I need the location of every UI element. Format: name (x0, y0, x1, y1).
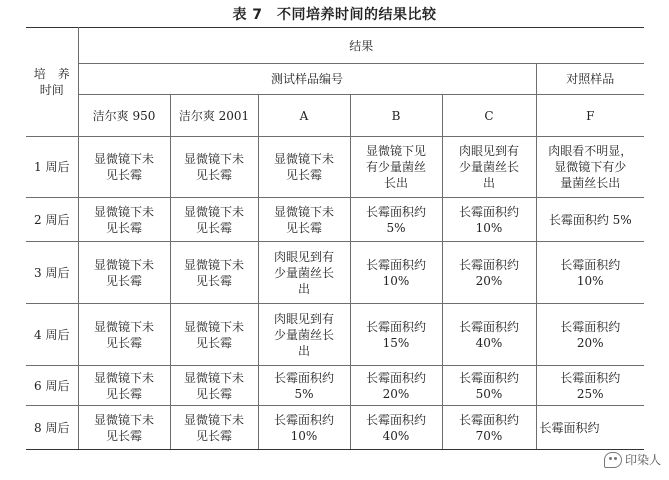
table-cell: 长霉面积约 25% (536, 366, 644, 406)
time-cell: 8 周后 (26, 406, 78, 450)
time-header: 培 养 时间 (26, 28, 78, 137)
table-cell: 显微镜下未 见长霉 (258, 198, 350, 242)
time-cell: 1 周后 (26, 137, 78, 198)
time-cell: 6 周后 (26, 366, 78, 406)
table-cell: 显微镜下未 见长霉 (170, 366, 258, 406)
results-table (26, 27, 644, 450)
table-cell: 显微镜下未 见长霉 (78, 366, 170, 406)
table-cell: 长霉面积约 (536, 406, 644, 450)
table-cell: 显微镜下未 见长霉 (78, 242, 170, 304)
table-cell: 肉眼看不明显， 显微镜下有少 量菌丝长出 (536, 137, 644, 198)
table-cell: 长霉面积约 15% (350, 304, 442, 366)
table-cell: 显微镜下未 见长霉 (258, 137, 350, 198)
table-row (26, 198, 644, 242)
table-cell: 显微镜下未 见长霉 (170, 137, 258, 198)
table-cell: 长霉面积约 10% (442, 198, 536, 242)
table-cell: 显微镜下未 见长霉 (78, 137, 170, 198)
results-header: 结果 (78, 28, 644, 64)
table-cell: 长霉面积约 10% (350, 242, 442, 304)
table-cell: 长霉面积约 20% (536, 304, 644, 366)
table-row (26, 137, 644, 198)
table-row (26, 242, 644, 304)
table-cell: 显微镜下未 见长霉 (170, 242, 258, 304)
table-cell: 长霉面积约 40% (350, 406, 442, 450)
table-cell: 显微镜下未 见长霉 (170, 406, 258, 450)
time-cell: 2 周后 (26, 198, 78, 242)
test-samples-header: 测试样品编号 (78, 64, 536, 95)
time-cell: 4 周后 (26, 304, 78, 366)
table-cell: 肉眼见到有 少量菌丝长 出 (442, 137, 536, 198)
table-row (26, 366, 644, 406)
table-cell: 长霉面积约 10% (536, 242, 644, 304)
column-header: C (442, 95, 536, 137)
table-cell: 长霉面积约 5% (536, 198, 644, 242)
column-header: F (536, 95, 644, 137)
table-cell: 长霉面积约 20% (442, 242, 536, 304)
table-cell: 显微镜下未 见长霉 (78, 406, 170, 450)
column-header: A (258, 95, 350, 137)
table-cell: 肉眼见到有 少量菌丝长 出 (258, 242, 350, 304)
table-row (26, 406, 644, 450)
table-cell: 显微镜下见 有少量菌丝 长出 (350, 137, 442, 198)
table-cell: 长霉面积约 40% (442, 304, 536, 366)
wechat-icon (604, 452, 622, 468)
table-row (26, 304, 644, 366)
table-title: 表 7 不同培养时间的结果比较 (232, 7, 437, 23)
table-cell: 显微镜下未 见长霉 (170, 198, 258, 242)
table-cell: 长霉面积约 5% (258, 366, 350, 406)
table-cell: 长霉面积约 10% (258, 406, 350, 450)
table-cell: 长霉面积约 70% (442, 406, 536, 450)
watermark (604, 451, 661, 468)
table-cell: 长霉面积约 50% (442, 366, 536, 406)
table-cell: 显微镜下未 见长霉 (78, 304, 170, 366)
column-header: 洁尔爽 950 (78, 95, 170, 137)
table-cell: 显微镜下未 见长霉 (78, 198, 170, 242)
table-cell: 长霉面积约 5% (350, 198, 442, 242)
table-cell: 肉眼见到有 少量菌丝长 出 (258, 304, 350, 366)
watermark-text: 印染人 (624, 453, 661, 467)
time-cell: 3 周后 (26, 242, 78, 304)
column-header: B (350, 95, 442, 137)
table-cell: 长霉面积约 20% (350, 366, 442, 406)
table-cell: 显微镜下未 见长霉 (170, 304, 258, 366)
control-sample-header: 对照样品 (536, 64, 644, 95)
column-header: 洁尔爽 2001 (170, 95, 258, 137)
